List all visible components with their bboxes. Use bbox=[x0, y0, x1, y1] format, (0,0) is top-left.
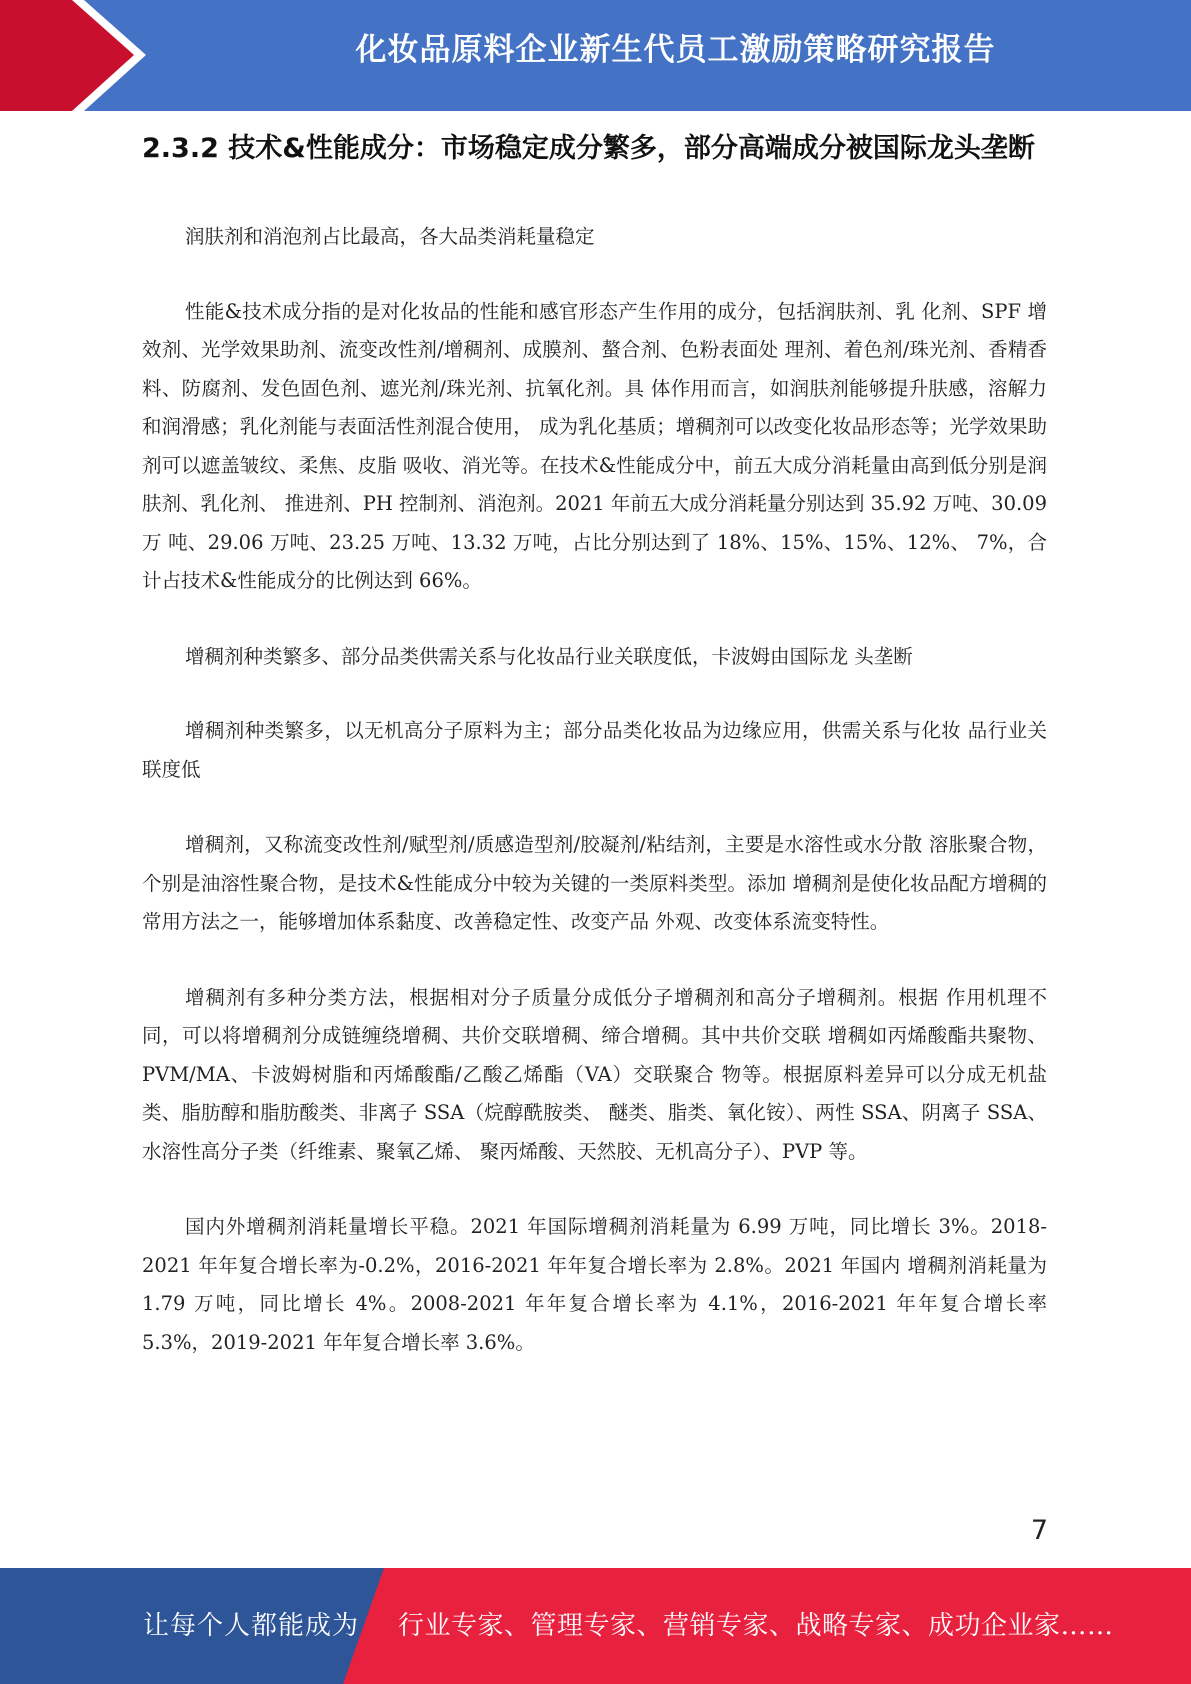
header-banner bbox=[0, 0, 1191, 111]
paragraph-thickener-consumption: 国内外增稠剂消耗量增长平稳。2021 年国际增稠剂消耗量为 6.99 万吨，同比增长 3%。2018-2021 年年复合增长率为-0.2%，2016-2021 年年复合增长率为 2.8%。2021 年国内 增稠剂消耗量为 1.79 万吨，同比增长 4%。2008-2021 年年复合增长率为 4.1%，2016-2021 年年复合增长率 5.3%，2019-2021 年年复合增长率 3.6%。 bbox=[142, 1215, 1047, 1354]
paragraph-thickener-classification: 增稠剂有多种分类方法，根据相对分子质量分成低分子增稠剂和高分子增稠剂。根据 作用机理不同，可以将增稠剂分成链缠绕增稠、共价交联增稠、缔合增稠。其中共价交联 增稠如丙烯酸酯共聚物、PVM/MA、卡波姆树脂和丙烯酸酯/乙酸乙烯酯（VA）交联聚合 物等。根据原料差异可以分成无机盐类、脂肪醇和脂肪酸类、非离子 SSA（烷醇酰胺类、 醚类、脂类、氧化铵）、两性 SSA、阴离子 SSA、水溶性高分子类（纤维素、聚氧乙烯、 聚丙烯酸、天然胶、无机高分子）、PVP 等。 bbox=[142, 985, 1047, 1163]
page-number: 7 bbox=[1030, 1515, 1048, 1546]
paragraph-thickener-variety: 增稠剂种类繁多，以无机高分子原料为主；部分品类化妆品为边缘应用，供需关系与化妆 品行业关联度低 bbox=[142, 719, 1047, 781]
report-title: 化妆品原料企业新生代员工激励策略研究报告 bbox=[355, 32, 996, 68]
main-content bbox=[142, 128, 1047, 1399]
section-heading: 2.3.2 技术&性能成分：市场稳定成分繁多，部分高端成分被国际龙头垄断 bbox=[142, 133, 1035, 164]
footer-banner bbox=[0, 1568, 1191, 1684]
footer-slogan-right: 行业专家、管理专家、营销专家、战略专家、成功企业家…… bbox=[398, 1611, 1114, 1641]
paragraph-performance-ingredients: 性能&技术成分指的是对化妆品的性能和感官形态产生作用的成分，包括润肤剂、乳 化剂、SPF 增效剂、光学效果助剂、流变改性剂/增稠剂、成膜剂、螯合剂、色粉表面处 理剂、着色剂/珠光剂、香精香料、防腐剂、发色固色剂、遮光剂/珠光剂、抗氧化剂。具 体作用而言，如润肤剂能够提升肤感，溶解力和润滑感；乳化剂能与表面活性剂混合使用， 成为乳化基质；增稠剂可以改变化妆品形态等；光学效果助剂可以遮盖皱纹、柔焦、皮脂 吸收、消光等。在技术&性能成分中，前五大成分消耗量由高到低分别是润肤剂、乳化剂、 推进剂、PH 控制剂、消泡剂。2021 年前五大成分消耗量分别达到 35.92 万吨、30.09 万 吨、29.06 万吨、23.25 万吨、13.32 万吨，占比分别达到了 18%、15%、15%、12%、 7%，合计占技术&性能成分的比例达到 66%。 bbox=[142, 299, 1047, 592]
paragraph-subtitle-thickener: 增稠剂种类繁多、部分品类供需关系与化妆品行业关联度低，卡波姆由国际龙 头垄断 bbox=[185, 644, 913, 668]
footer-slogan-left: 让每个人都能成为 bbox=[143, 1611, 360, 1641]
paragraph-thickener-definition: 增稠剂，又称流变改性剂/赋型剂/质感造型剂/胶凝剂/粘结剂，主要是水溶性或水分散 溶胀聚合物，个别是油溶性聚合物，是技术&性能成分中较为关键的一类原料类型。添加 增稠剂是使化妆品配方增稠的常用方法之一，能够增加体系黏度、改善稳定性、改变产品 外观、改变体系流变特性。 bbox=[142, 833, 1047, 933]
chevron-arrow-icon bbox=[0, 0, 160, 111]
paragraph-subtitle-emollient: 润肤剂和消泡剂占比最高，各大品类消耗量稳定 bbox=[185, 225, 595, 248]
